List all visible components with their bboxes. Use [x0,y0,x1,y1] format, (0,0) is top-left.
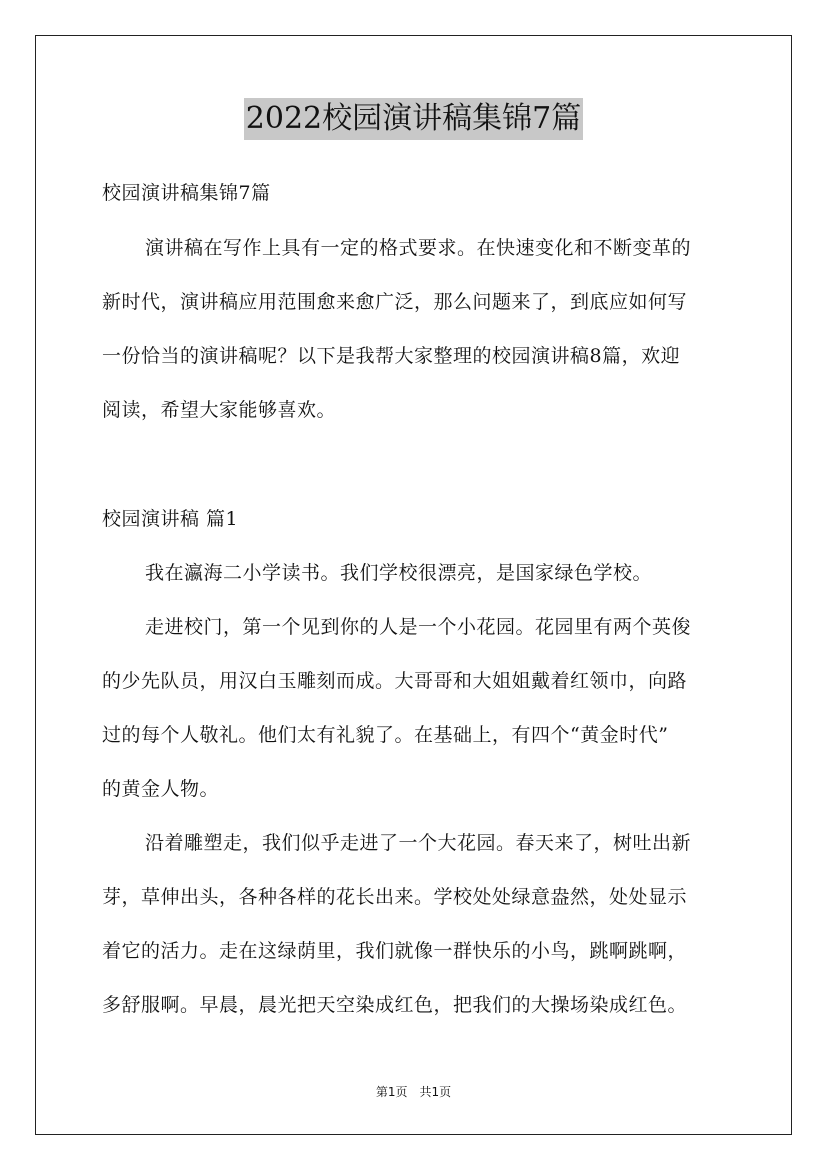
paragraph-line: 多舒服啊。早晨，晨光把天空染成红色，把我们的大操场染成红色。 [102,994,688,1016]
page-number-footer: 第1页 共1页 [375,1085,452,1099]
paragraph-line: 阅读，希望大家能够喜欢。 [102,399,337,421]
paragraph-line: 着它的活力。走在这绿荫里，我们就像一群快乐的小鸟，跳啊跳啊， [102,940,688,962]
section-heading: 校园演讲稿 篇1 [102,508,239,530]
paragraph-line: 新时代，演讲稿应用范围愈来愈广泛，那么问题来了，到底应如何写 [102,291,688,313]
document-subtitle: 校园演讲稿集锦7篇 [102,182,271,204]
paragraph-line: 演讲稿在写作上具有一定的格式要求。在快速变化和不断变革的 [145,237,692,259]
paragraph-line: 沿着雕塑走，我们似乎走进了一个大花园。春天来了，树吐出新 [145,832,692,854]
paragraph-line: 走进校门，第一个见到你的人是一个小花园。花园里有两个英俊 [145,616,692,638]
document-title: 2022校园演讲稿集锦7篇 [244,98,583,140]
paragraph-line: 一份恰当的演讲稿呢？以下是我帮大家整理的校园演讲稿8篇，欢迎 [102,345,681,367]
paragraph-line: 芽，草伸出头，各种各样的花长出来。学校处处绿意盎然，处处显示 [102,886,688,908]
paragraph-line: 我在瀛海二小学读书。我们学校很漂亮，是国家绿色学校。 [145,562,653,584]
paragraph-line: 过的每个人敬礼。他们太有礼貌了。在基础上，有四个“黄金时代” [102,724,669,746]
paragraph-line: 的少先队员，用汉白玉雕刻而成。大哥哥和大姐姐戴着红领巾，向路 [102,670,688,692]
title-container [0,98,827,140]
paragraph-line: 的黄金人物。 [102,778,220,800]
